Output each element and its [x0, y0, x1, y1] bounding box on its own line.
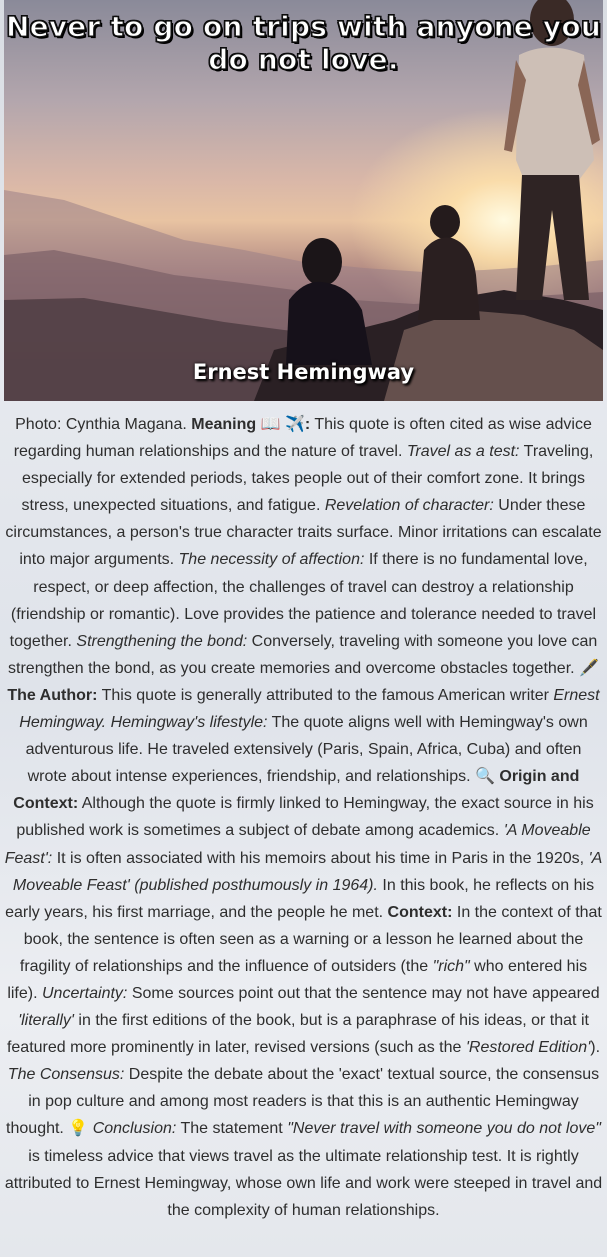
- context-text-2: who entered his life).: [7, 957, 588, 1002]
- pen-icon: 🖋️: [579, 659, 599, 677]
- author-text: This quote is generally attributed to the famous American writer: [101, 686, 549, 704]
- character-text: Under these circumstances, a person's true character traits surface. Minor irritations can escalate into major arguments.: [5, 497, 602, 569]
- quote-author: Ernest Hemingway: [192, 360, 415, 384]
- uncertainty-text: Some sources point out that the sentence may not have appeared: [131, 984, 600, 1002]
- restored-edition: 'Restored Edition': [465, 1039, 591, 1057]
- conclusion-text-2: is timeless advice that views travel as the ultimate relationship test. It is rightly attributed to Ernest Hemingway, whose own life and work were steeped in travel and the complexity of human relationships.: [4, 1147, 603, 1219]
- conclusion-text: The statement: [180, 1120, 283, 1138]
- consensus-label: The Consensus:: [7, 1066, 125, 1084]
- character-label: Revelation of character:: [324, 497, 494, 515]
- lifestyle-text: The quote aligns well with Hemingway's own adventurous life. He traveled extensively (Paris, Spain, Africa, Cuba) and often wrote about intense experiences, friendship, and relationships.: [25, 714, 588, 786]
- lifestyle-label: Hemingway's lifestyle:: [110, 714, 268, 732]
- bond-text: Conversely, traveling with someone you love can strengthen the bond, as you create memories and overcome obstacles together.: [8, 632, 598, 677]
- literally-word: 'literally': [18, 1012, 74, 1030]
- origin-text: Although the quote is firmly linked to Hemingway, the exact source in his published work is sometimes a subject of debate among academics.: [16, 795, 594, 840]
- test-label: Travel as a test:: [406, 443, 520, 461]
- photo-credit: Photo: Cynthia Magana.: [15, 416, 187, 433]
- uncertainty-label: Uncertainty:: [42, 984, 128, 1002]
- context-label: Context:: [387, 903, 453, 921]
- rich-quote: "rich": [432, 957, 470, 975]
- conclusion-label: Conclusion:: [92, 1120, 177, 1138]
- quote-photo: [4, 0, 603, 401]
- meaning-heading: Meaning: [191, 416, 257, 433]
- feast-text: It is often associated with his memoirs about his time in Paris in the 1920s,: [56, 849, 585, 867]
- bond-label: Strengthening the bond:: [76, 632, 248, 650]
- feast-title: 'A Moveable Feast' (published posthumously in 1964).: [12, 849, 603, 894]
- origin-heading: Origin and Context:: [13, 768, 580, 813]
- quote-text: Never to go on trips with anyone you do not love.: [6, 10, 601, 76]
- feast-label: 'A Moveable Feast':: [4, 822, 591, 867]
- uncertainty-text-2: in the first editions of the book, but is a paraphrase of his ideas, or that it featured more prominently in later, revised versions (such as the: [6, 1012, 589, 1057]
- article-text: Photo: Cynthia Magana. Meaning 📖 ✈️: This quote is often cited as wise advice regarding human relationships and the nature of travel. Travel as a test: Traveling, especially for extended periods, takes people out of their comfort zone. It brings stress, unexpected situations, and fatigue. Revelation of character: Under these circumstances, a person's true character traits surface. Minor irritations can escalate into major arguments. The necessity of affection: If there is no fundamental love, respect, or deep affection, the challenges of travel can destroy a relationship (friendship or romantic). Love provides the patience and tolerance needed to travel together. Strengthening the bond: Conversely, traveling with someone you love can strengthen the bond, as you create memories and overcome obstacles together. 🖋️ The Author: This quote is generally attributed to the famous American writer Ernest Hemingway. Hemingway's lifestyle: The quote aligns well with Hemingway's own adventurous life. He traveled extensively (Paris, Spain, Africa, Cuba) and often wrote about intense experiences, friendship, and relationships. 🔍 Origin and Context: Although the quote is firmly linked to Hemingway, the exact source in his published work is sometimes a subject of debate among academics. 'A Moveable Feast': It is often associated with his memoirs about his time in Paris in the 1920s, 'A Moveable Feast' (published posthumously in 1964). In this book, he reflects on his early years, his first marriage, and the people he met. Context: In the context of that book, the sentence is often seen as a warning or a lesson he learned about the fragility of relationships and the influence of outsiders (the "rich" who entered his life). Uncertainty: Some sources point out that the sentence may not have appeared 'literally' in the first editions of the book, but is a paraphrase of his ideas, or that it featured more prominently in later, revised versions (such as the 'Restored Edition'). The Consensus: Despite the debate about the 'exact' textual source, the consensus in pop culture and among most readers is that this is an authentic Hemingway thought. 💡 Conclusion: The statement "Never travel with someone you do not love" is timeless advice that views travel as the ultimate relationship test. It is rightly attributed to Ernest Hemingway, whose own life and work were steeped in travel and the complexity of human relationships.: [4, 416, 603, 1219]
- uncertainty-text-3: ).: [590, 1039, 601, 1057]
- conclusion-quote: "Never travel with someone you do not love": [287, 1120, 601, 1138]
- book-plane-icon: 📖 ✈️: [260, 416, 305, 433]
- affection-text: If there is no fundamental love, respect, or deep affection, the challenges of travel can destroy a relationship (friendship or romantic). Love provides the patience and tolerance needed to travel together.: [9, 551, 597, 650]
- context-text: In the context of that book, the sentence is often seen as a warning or a lesson he learned about the fragility of relationships and the influence of outsiders (the: [19, 903, 602, 975]
- magnifier-icon: 🔍: [475, 768, 495, 786]
- test-text: Traveling, especially for extended periods, takes people out of their comfort zone. It brings stress, unexpected situations, and fatigue.: [21, 443, 594, 515]
- meaning-intro: This quote is often cited as wise advice regarding human relationships and the nature of travel.: [13, 416, 592, 461]
- author-name: Ernest Hemingway.: [19, 686, 600, 732]
- author-heading: The Author:: [7, 686, 98, 704]
- consensus-text: Despite the debate about the 'exact' textual source, the consensus in pop culture and among most readers is that this is an authentic Hemingway thought.: [6, 1066, 600, 1138]
- feast-text-2: In this book, he reflects on his early years, his first marriage, and the people he met.: [5, 876, 595, 921]
- lightbulb-icon: 💡: [68, 1120, 89, 1138]
- affection-label: The necessity of affection:: [178, 551, 365, 569]
